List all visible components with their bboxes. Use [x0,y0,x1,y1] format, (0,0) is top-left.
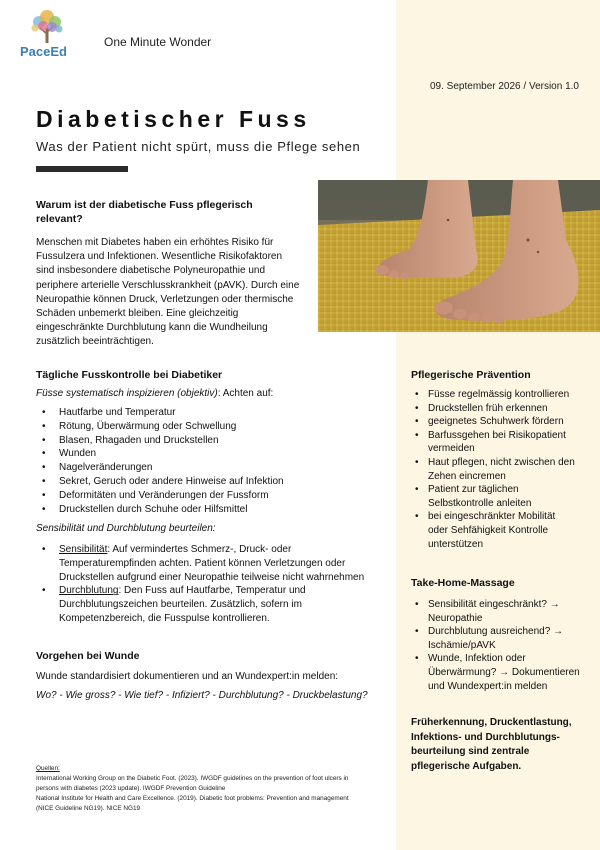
source-line: International Working Group on the Diabetic Foot. (2023). IWGDF guidelines on the prevention of foot ulcers in [36,774,349,782]
intro-heading-line: Warum ist der diabetische Fuss pflegerisch [36,199,253,211]
list-item: • Blasen, Rhagaden und Druckstellen [36,434,386,448]
list-item-durchblutung: • Durchblutung: Den Fuss auf Hautfarbe, Temperatur und Durchblutungszeichen beurteilen. Zusätzlich, sofern im Kompetenzbereich, die Fusspulse kontrollieren. [36,584,394,625]
praevention-heading: Pflegerische Prävention [411,369,531,381]
list-item: • Wunde, Infektion oder Überwärmung? → Dokumentieren und Wundexpert:in melden [411,652,596,693]
list-item: • Wunden [36,447,386,461]
list-item: • Nagelveränderungen [36,461,386,475]
list-item: • Druckstellen früh erkennen [411,402,596,416]
sources-label: Quellen: [36,765,60,772]
tree-icon [27,8,67,44]
source-line: National Institute for Health and Care Excellence. (2019). Diabetic foot problems: Prevention and management [36,794,349,802]
list-item: • Füsse regelmässig kontrollieren [411,388,596,402]
source-line: (NICE Guideline NG19). NICE NG19 [36,804,141,812]
feet-photo [318,180,600,332]
takehome-list [411,598,596,693]
list-item: • Rötung, Überwärmung oder Schwellung [36,420,386,434]
intro-paragraph: Menschen mit Diabetes haben ein erhöhtes Risiko für Fussulzera und Infektionen. Wesentliche Risikofaktoren sind insbesondere diabetische Polyneuropathie und periphere arterielle Verschlusskrankheit (pAVK). Durch eine Neuropathie können Druck, Verletzungen oder thermische Schäden unbemerkt bleiben. Eine gleichzeitig eingeschränkte Durchblutung kann die Wundheilung zusätzlich beeinträchtigen. [36,237,300,348]
intro-heading [36,199,306,227]
assess-heading: Sensibilität und Durchblutung beurteilen: [36,523,216,534]
page-subtitle: Was der Patient nicht spürt, muss die Pflege sehen [36,139,361,154]
list-item: • Druckstellen durch Schuhe oder Hilfsmittel [36,503,386,517]
takehome-heading: Take-Home-Massage [411,577,515,589]
list-item: • Sekret, Geruch oder andere Hinweise auf Infektion [36,475,386,489]
source-line: persons with diabetes (2023 update). IWGDF Prevention Guideline [36,784,226,792]
wunde-questions: Wo? - Wie gross? - Wie tief? - Infiziert? - Durchblutung? - Druckbelastung? [36,690,368,701]
list-item: • Barfussgehen bei Risikopatient vermeiden [411,429,596,456]
series-label: One Minute Wonder [104,35,212,49]
page-title: Diabetischer Fuss [36,106,311,132]
inspect-instruction: Füsse systematisch inspizieren (objektiv): Achten auf: [36,388,274,399]
list-item: • Patient zur täglichen Selbstkontrolle anleiten [411,483,596,510]
date-version: 09. September 2026 / Version 1.0 [430,81,579,92]
list-item: • bei eingeschränkter Mobilität oder Sehfähigkeit Kontrolle unterstützen [411,510,596,551]
list-item: • Haut pflegen, nicht zwischen den Zehen eincremen [411,456,596,483]
takehome-summary: Früherkennung, Druckentlastung, Infektions- und Durchblutungs- beurteilung sind zentrale pflegerische Aufgaben. [411,717,572,772]
intro-heading-line: relevant? [36,212,83,225]
list-item-sensibilitaet: • Sensibilität: Auf vermindertes Schmerz-, Druck- oder Temperaturempfinden achten. Patient können Verletzungen oder Druckstellen aufgrund einer Neuropathie teilweise nicht wahrnehmen [36,543,394,584]
list-item: • Sensibilität eingeschränkt? → Neuropathie [411,598,596,625]
sources [36,764,394,814]
kontrolle-heading: Tägliche Fusskontrolle bei Diabetiker [36,369,223,381]
list-item: • geeignetes Schuhwerk fördern [411,415,596,429]
title-underline-bar [36,166,128,172]
list-item: • Deformitäten und Veränderungen der Fussform [36,489,386,503]
wunde-text: Wunde standardisiert dokumentieren und an Wundexpert:in melden: [36,671,339,682]
assess-list [36,543,394,626]
inspect-list [36,406,386,516]
list-item: • Durchblutung ausreichend? → Ischämie/pAVK [411,625,596,652]
list-item: • Hautfarbe und Temperatur [36,406,386,420]
wunde-heading: Vorgehen bei Wunde [36,650,140,662]
logo-text: PaceEd [20,44,67,59]
praevention-list [411,388,596,551]
